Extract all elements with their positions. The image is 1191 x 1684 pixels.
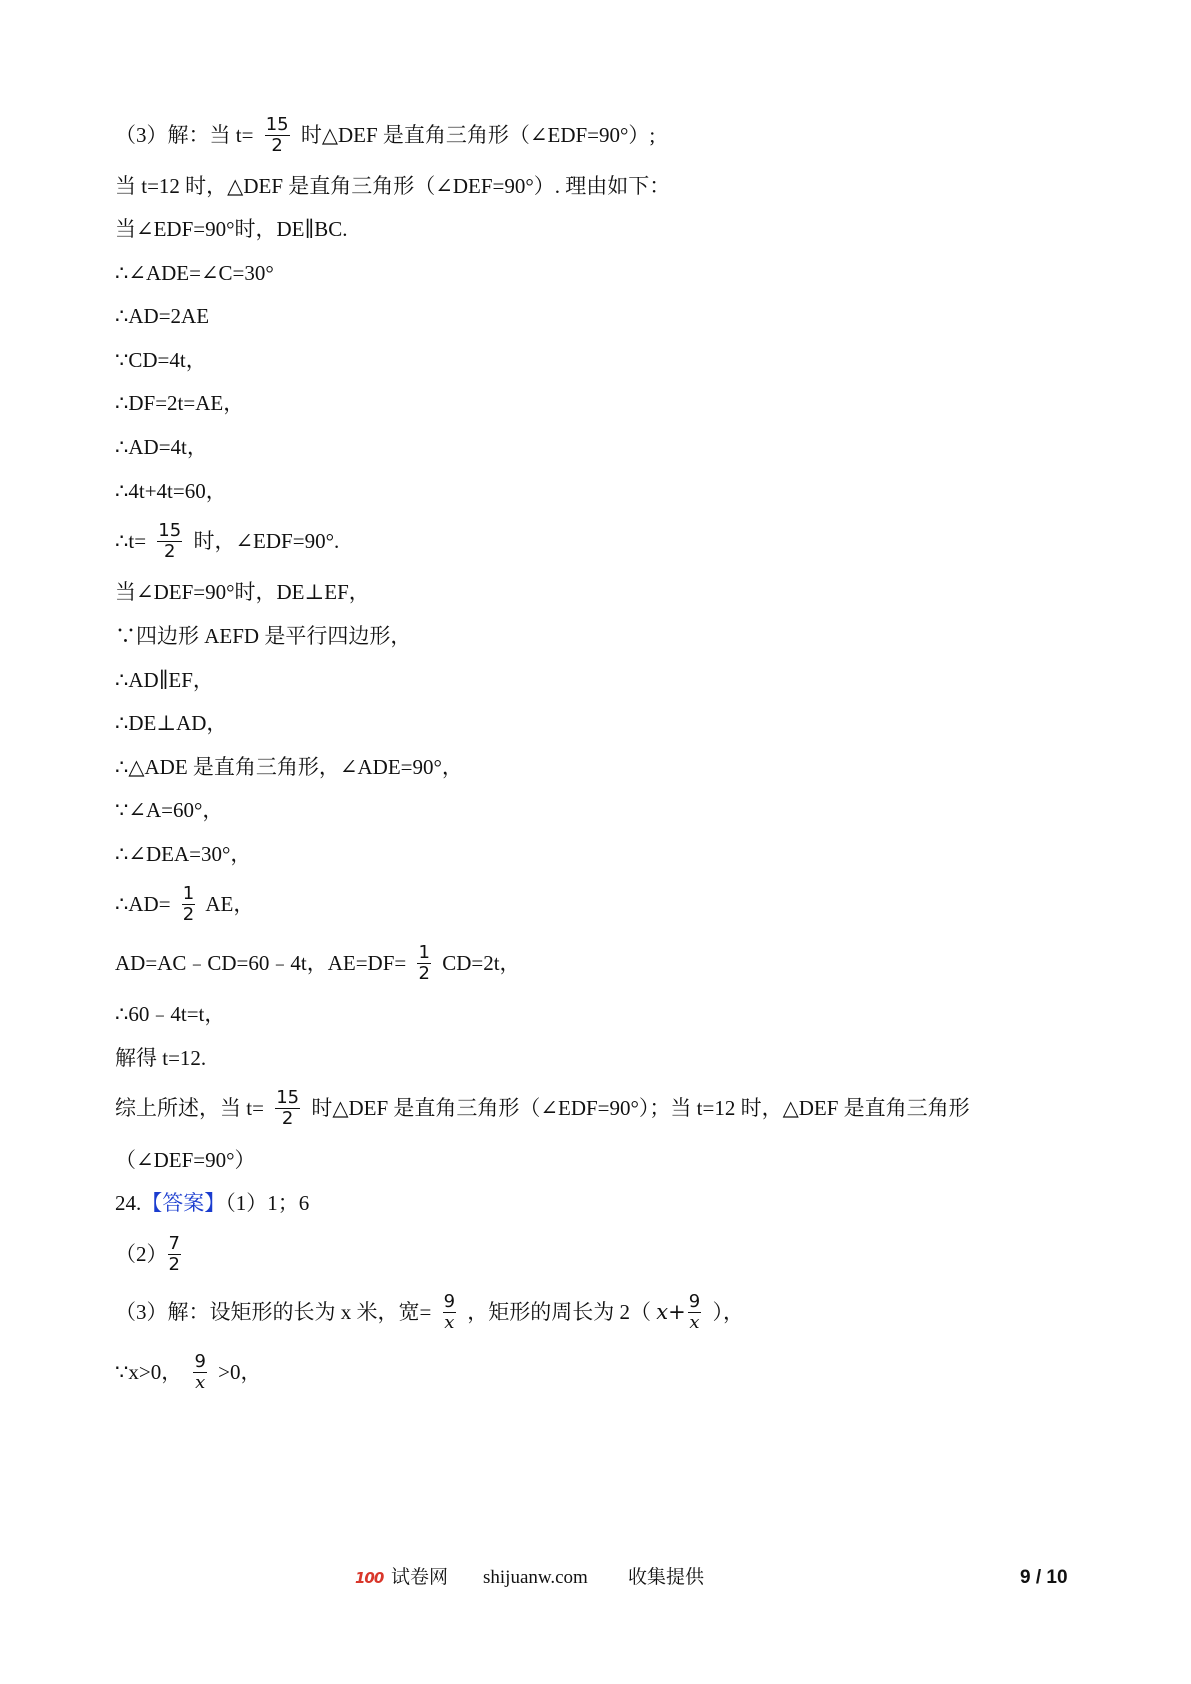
- text-line: 当∠EDF=90°时，DE∥BC.: [115, 217, 348, 241]
- text: （1）1；6: [225, 1191, 310, 1215]
- text-line: （∠DEF=90°）: [115, 1148, 256, 1172]
- fraction: [193, 1352, 206, 1393]
- numerator: 15: [265, 113, 289, 135]
- text: 时，∠EDF=90°.: [188, 529, 340, 553]
- question-number: 24.: [115, 1191, 142, 1215]
- text-line: [115, 521, 339, 561]
- denominator: 2: [281, 1107, 294, 1129]
- answer-tag: 【答案】: [141, 1191, 226, 1215]
- text: 时△DEF 是直角三角形（∠EDF=90°）;: [295, 123, 656, 147]
- footer-url[interactable]: shijuanw.com: [483, 1567, 588, 1588]
- numerator: 7: [168, 1232, 180, 1254]
- question-24-answer: [115, 1183, 309, 1223]
- text-line: ∴DE⊥AD，: [115, 711, 228, 735]
- summary-line: [115, 1088, 970, 1128]
- denominator: 2: [182, 903, 195, 925]
- text-line: ∴∠ADE=∠C=30°: [115, 261, 274, 285]
- text-line: ∴AD=2AE: [115, 304, 210, 328]
- numerator: 9: [443, 1290, 456, 1312]
- fraction: [168, 1234, 181, 1275]
- text: （3）解：设矩形的长为 x 米，宽=: [115, 1300, 437, 1324]
- text: AE，: [201, 892, 255, 916]
- text: >0，: [212, 1360, 262, 1384]
- text-line: ∴60﹣4t=t，: [115, 1002, 226, 1026]
- text: ∴AD=: [115, 892, 176, 916]
- fraction: [443, 1292, 456, 1333]
- text-line: ∴△ADE 是直角三角形，∠ADE=90°，: [115, 755, 463, 779]
- denominator: 2: [271, 134, 283, 156]
- fraction: [275, 1088, 300, 1129]
- text-line: ∴AD=4t，: [115, 435, 208, 459]
- fraction: [265, 115, 290, 156]
- text-line: ∵CD=4t，: [115, 348, 207, 372]
- text-line: ∴4t+4t=60，: [115, 479, 227, 503]
- footer-collect-text: 收集提供: [628, 1567, 705, 1588]
- text: 时△DEF 是直角三角形（∠EDF=90°）；当 t=12 时，△DEF 是直角三角形: [306, 1096, 970, 1120]
- fraction: [182, 884, 195, 925]
- text-line: [115, 1292, 744, 1332]
- text-line: [115, 943, 521, 983]
- text: （3）解：当 t=: [115, 123, 259, 147]
- text: ，矩形的周长为 2（: [462, 1300, 657, 1324]
- denominator: 2: [164, 540, 176, 562]
- text: ），: [707, 1300, 744, 1324]
- denominator: x: [195, 1371, 206, 1393]
- text: （2）: [115, 1242, 168, 1266]
- denominator: x: [689, 1311, 700, 1333]
- math-variable: x+: [656, 1300, 686, 1324]
- text: CD=2t，: [436, 951, 521, 975]
- footer-site-name: 试卷网: [391, 1567, 449, 1588]
- denominator: 2: [418, 962, 430, 984]
- fraction: [688, 1292, 701, 1333]
- denominator: 2: [168, 1253, 180, 1275]
- text-line: 当∠DEF=90°时，DE⊥EF，: [115, 580, 370, 604]
- numerator: 1: [418, 941, 430, 963]
- solution-3-heading: [115, 115, 655, 155]
- text-line: 当 t=12 时，△DEF 是直角三角形（∠DEF=90°）. 理由如下：: [115, 174, 671, 198]
- text-line: [115, 1234, 187, 1274]
- text: ∴t=: [115, 529, 152, 553]
- text-line: [115, 1352, 262, 1392]
- text-line: ∴∠DEA=30°，: [115, 842, 252, 866]
- numerator: 15: [276, 1086, 300, 1108]
- fraction: [417, 943, 430, 984]
- text-line: ∴DF=2t=AE，: [115, 391, 245, 415]
- fraction: [157, 521, 182, 562]
- text: 综上所述，当 t=: [115, 1096, 270, 1120]
- page-footer: [0, 1558, 1191, 1598]
- denominator: x: [444, 1311, 455, 1333]
- text: ∵x>0，: [115, 1360, 188, 1384]
- text-line: ∴AD∥EF，: [115, 668, 214, 692]
- text-line: ∵四边形 AEFD 是平行四边形，: [115, 624, 412, 648]
- numerator: 9: [194, 1350, 206, 1372]
- page-number: 9 / 10: [1020, 1567, 1068, 1588]
- text-line: 解得 t=12.: [115, 1046, 207, 1070]
- text: AD=AC﹣CD=60﹣4t，AE=DF=: [115, 951, 412, 975]
- text-line: [115, 884, 254, 924]
- numerator: 9: [688, 1290, 701, 1312]
- site-logo: 100: [355, 1569, 384, 1587]
- numerator: 1: [182, 882, 195, 904]
- numerator: 15: [158, 519, 182, 541]
- text-line: ∵∠A=60°，: [115, 798, 224, 822]
